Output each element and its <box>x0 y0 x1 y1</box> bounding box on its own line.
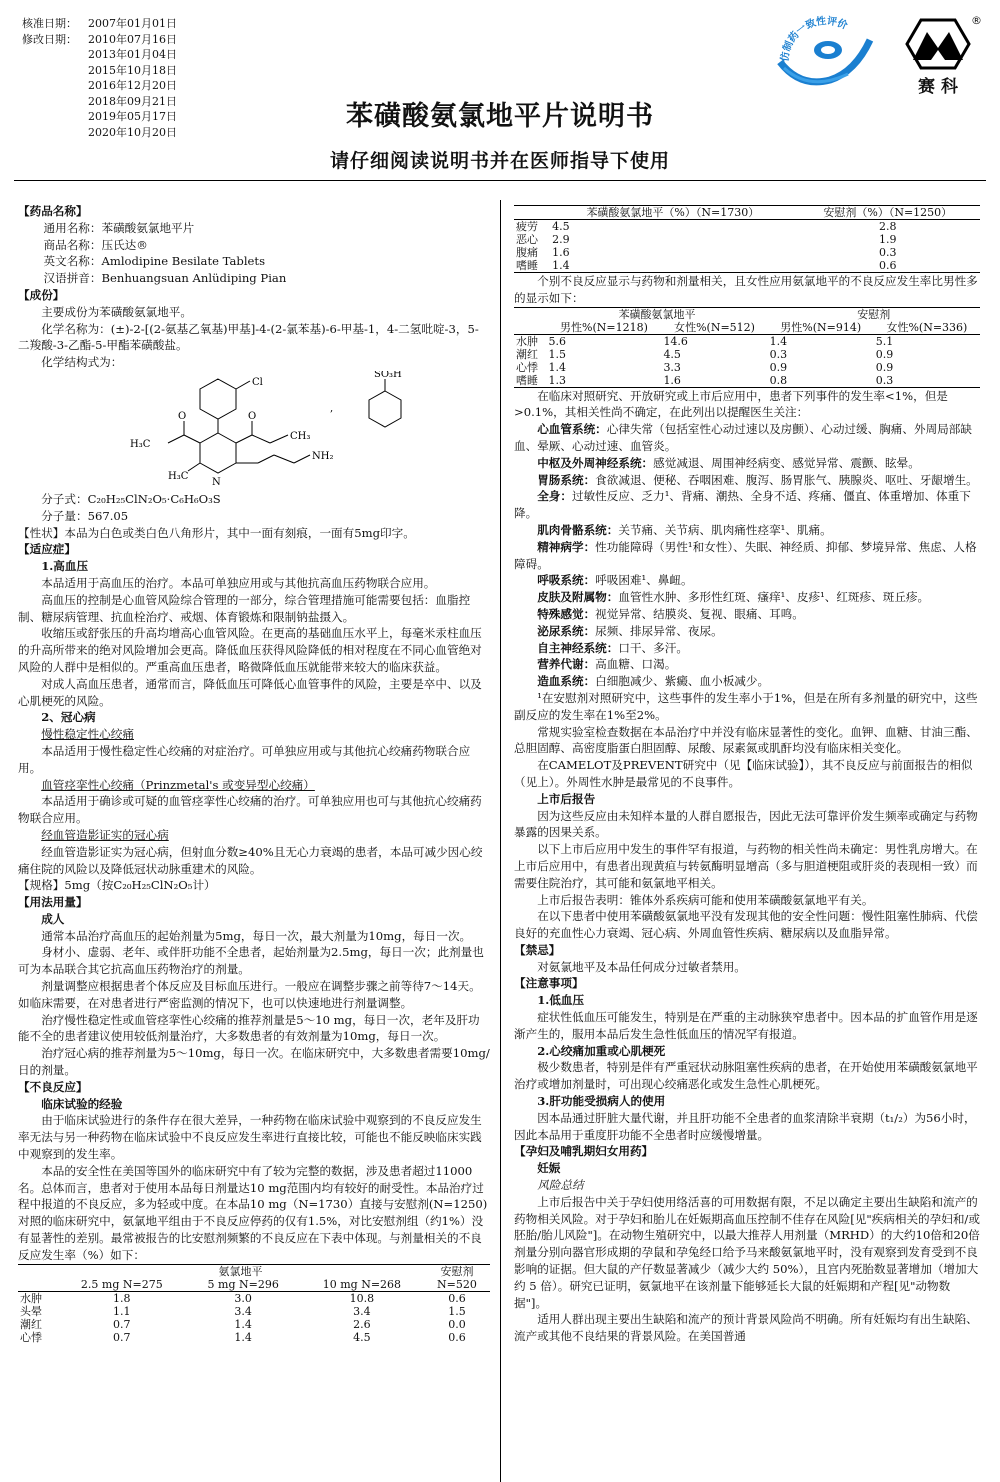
date-row: 核准日期： 2007年01月01日 <box>22 17 177 30</box>
table-header: 男性%(N=1218) <box>560 320 648 334</box>
paragraph: 上市后报告表明：锥体外系疾病可能和使用苯磺酸氨氯地平有关。 <box>537 892 874 907</box>
section-heading: 【孕妇及哺乳期妇女用药】 <box>514 1144 654 1159</box>
system-entry: 自主神经系统：口干、多汗。 <box>537 640 688 655</box>
section-heading: 【禁忌】 <box>514 942 561 957</box>
paragraph: 本品适用于确诊或可疑的血管痉挛性心绞痛的治疗。可单独应用也可与其他抗心绞痛药物联合应用。 <box>18 794 482 826</box>
page-title: 苯磺酸氨氯地平片说明书 <box>346 101 654 132</box>
section-heading: 【不良反应】 <box>18 1079 88 1094</box>
paragraph: 在CAMELOT及PREVENT研究中（见【临床试验】），其不良反应与前面报告的相似（见上）。外周性水肿是最常见的不良事件。 <box>514 758 973 789</box>
table-header: 2.5 mg N=275 <box>80 1277 163 1291</box>
paragraph: 剂量调整应根据患者个体反应及目标血压进行。一般应在调整步骤之前等待7～14天。如临床需要，在对患者进行严密监测的情况下，也可以快速地进行剂量调整。 <box>18 979 481 1010</box>
table-row: 心悸 0.7 1.4 4.5 0.6 <box>20 1330 466 1344</box>
paragraph: 适用人群出现主要出生缺陷和流产的预计背景风险尚不明确。所有妊娠均有出生缺陷、流产或其他不良结果的背景风险。在美国普通 <box>514 1312 978 1344</box>
table-header: N=520 <box>437 1277 477 1291</box>
table-header-row <box>514 206 980 220</box>
atom-cl: Cl <box>252 376 263 388</box>
section-heading: 【适应症】 <box>18 542 76 557</box>
subheading: 上市后报告 <box>537 791 596 806</box>
subheading: 临床试验的经验 <box>41 1096 123 1111</box>
table-header: 苯磺酸氨氯地平 <box>618 307 696 321</box>
table-header-row <box>514 307 980 321</box>
drug-name-line: 英文名称：Amlodipine Besilate Tablets <box>43 254 266 269</box>
system-entry: 全身：过敏性反应、乏力¹、背痛、潮热、全身不适、疼痛、僵直、体重增加、体重下降。 <box>514 489 971 521</box>
underlined-subheading: 慢性稳定性心绞痛 <box>41 727 134 742</box>
table-header: 女性%(N=336) <box>886 320 968 334</box>
page-subtitle: 请仔细阅读说明书并在医师指导下使用 <box>329 150 670 172</box>
generic-consistency-badge <box>770 10 880 90</box>
molecular-formula: 分子式：C₂₀H₂₅ClN₂O₅·C₆H₆O₃S <box>41 491 221 506</box>
paragraph: 在以下患者中使用苯磺酸氨氯地平没有发现其他的安全性问题：慢性阻塞性肺病、代偿良好的充血性心力衰竭、冠心病、外周血管性疾病、糖尿病以及血脂异常。 <box>514 909 978 941</box>
right-column <box>514 205 980 1345</box>
subheading: 2.心绞痛加重或心肌梗死 <box>537 1043 666 1058</box>
underlined-subheading: 经血管造影证实的冠心病 <box>41 827 169 842</box>
table-row: 恶心 2.9 1.9 <box>516 233 897 246</box>
paragraph: 本品适用于高血压的治疗。本品可单独应用或与其他抗高血压药物联合应用。 <box>41 575 436 590</box>
footnote: ¹在安慰剂对照研究中，这些事件的发生率小于1%，但是在所有多剂量的研究中，这些副反应的发生率在1%至2%。 <box>514 690 978 722</box>
table-header: 女性%(N=512) <box>674 320 755 334</box>
date-row: 2016年12月20日 <box>88 79 177 92</box>
paragraph: 经血管造影证实为冠心病，但射血分数≥40%且无心力衰竭的患者，本品可减少因心绞痛住院的风险以及降低冠状动脉重建术的风险。 <box>18 844 483 876</box>
registered-mark: ® <box>971 14 982 27</box>
column-divider <box>500 200 501 1482</box>
table-header: 男性%(N=914) <box>780 320 862 334</box>
subheading: 3.肝功能受损病人的使用 <box>537 1094 666 1109</box>
paragraph: 高血压的控制是心血管风险综合管理的一部分，综合管理措施可能需要包括：血脂控制、糖尿病管理、抗血栓治疗、戒烟、体育锻炼和限制钠盐摄入。 <box>18 592 471 624</box>
table-header: 安慰剂 <box>440 1264 474 1278</box>
section-heading: 【药品名称】 <box>18 204 88 218</box>
table-row: 潮红 1.5 4.5 0.3 0.9 <box>516 347 894 361</box>
structure-diagram <box>18 371 490 491</box>
system-entry: 肌肉骨骼系统：关节痛、关节病、肌肉痛性痉挛¹、肌痛。 <box>537 522 832 537</box>
paragraph: 个别不良反应显示与药物和剂量相关，且女性应用氨氯地平的不良反应发生率比男性多的显示如下： <box>514 274 978 305</box>
table-header: 氨氯地平 <box>218 1264 263 1278</box>
table-row: 水肿 1.8 3.0 10.8 0.6 <box>20 1291 466 1305</box>
spec-line: 【规格】5mg（按C₂₀H₂₅ClN₂O₅计） <box>18 878 216 893</box>
paragraph: 由于临床试验进行的条件存在很大差异，一种药物在临床试验中观察到的不良反应发生率无法与另一种药物在临床试验中不良反应发生率进行直接比较，可能也不能反映临床实践中观察到的发生率。 <box>18 1113 482 1162</box>
underlined-subheading: 血管痉挛性心绞痛（Prinzmetal's 或变异型心绞痛） <box>41 777 315 792</box>
subheading: 1.高血压 <box>41 559 89 574</box>
group-ch3o: H₃C <box>130 438 151 450</box>
table-header: 10 mg N=268 <box>322 1277 402 1291</box>
atom-o: O <box>178 410 187 422</box>
paragraph: 对成人高血压患者，通常而言，降低血压可降低心血管事件的风险，主要是卒中、以及心肌梗死的风险。 <box>18 676 482 708</box>
system-entry: 呼吸系统：呼吸困难¹、鼻衄。 <box>537 573 693 588</box>
system-entry: 造血系统：白细胞减少、紫癜、血小板减少。 <box>537 674 770 689</box>
group-so3h: SO₃H <box>374 370 402 380</box>
system-entry: 精神病学：性功能障碍（男性¹和女性）、失眠、神经质、抑郁、梦境异常、焦虑、人格障碍。 <box>514 539 977 571</box>
drug-name-line: 商品名称：压氏达® <box>43 237 148 252</box>
subheading: 2、冠心病 <box>41 710 96 725</box>
system-entry: 特殊感觉：视觉异常、结膜炎、复视、眼痛、耳鸣。 <box>537 606 804 621</box>
paragraph: 常规实验室检查数据在本品治疗中并没有临床显著性的变化。血钾、血糖、甘油三酯、总胆固醇、高密度脂蛋白胆固醇、尿酸、尿素氮或肌酐均没有临床相关变化。 <box>514 724 978 756</box>
badge-text: 仿制药一致性评价 <box>779 15 849 63</box>
system-entry: 胃肠系统：食欲减退、便秘、吞咽困难、腹泻、肠胃胀气、胰腺炎、呕吐、牙龈增生。 <box>537 472 978 487</box>
paragraph: 在临床对照研究、开放研究或上市后应用中，患者下列事件的发生率<1%，但是>0.1%，其相关性尚不确定，在此列出以提醒医生关注： <box>514 388 948 420</box>
system-entry: 泌尿系统：尿频、排尿异常、夜尿。 <box>537 623 723 638</box>
dose-adverse-table <box>18 1264 490 1344</box>
paragraph: 上市后报告中关于孕妇使用络活喜的可用数据有限，不足以确定主要出生缺陷和流产的药物相关风险。对于孕妇和胎儿在妊娠期高血压控制不佳存在风险[见"疾病相关的孕妇和/或胚胎/胎儿风险"]。在动物生殖研究中，以最大推荐人用剂量（MRHD）的大约10倍和20倍剂量分别向器官形成期的孕鼠和孕兔经口给予马来酸氨氯地平时，没有观察到发育受到不良影响的证据。但大鼠的产仔数显著减少（减少大约 50%），且宫内死胎数显著增加（增加大约 5 倍）。研究已证明，氨氯地平在该剂量下能够延长大鼠的妊娠期和产程[见"动物数据"]。 <box>514 1194 980 1310</box>
paragraph: 化学结构式为： <box>41 355 123 370</box>
italic-subheading: 风险总结 <box>537 1178 584 1193</box>
table-row: 疲劳 4.5 2.8 <box>516 220 897 233</box>
table-header: 安慰剂 <box>857 307 891 321</box>
atom-n: N <box>212 476 221 488</box>
table-header: 安慰剂（%）（N=1250） <box>823 206 953 219</box>
table-row: 头晕 1.1 3.4 3.4 1.5 <box>20 1304 466 1318</box>
paragraph: 因为这些反应由未知样本量的人群自愿报告，因此无法可靠评价发生频率或确定与药物暴露的因果关系。 <box>514 808 978 840</box>
paragraph: 本品适用于慢性稳定性心绞痛的对症治疗。可单独应用或与其他抗心绞痛药物联合应用。 <box>18 743 471 775</box>
table-row: 心悸 1.4 3.3 0.9 0.9 <box>516 360 894 374</box>
paragraph: 本品的安全性在美国等国外的临床研究中有了较为完整的数据，涉及患者超过11000名。总体而言，患者对于使用本品每日剂量达10 mg范围内均有较好的耐受性。本品治疗过程中报道的不良反应，多为轻或中度。在本品10 mg（N=1730）直接与安慰剂(N=1250)对照的临床研究中，氨氯地平组由于不良反应停药的仅有1.5%，对比安慰剂组（约1%）没有显著性的差别。最常被报告的比安慰剂频繁的不良反应在下表中体现。与剂量相关的不良反应发生率（%）如下： <box>18 1163 488 1262</box>
group-ch3: CH₃ <box>290 430 311 442</box>
brand-name: 赛 科 <box>918 77 958 97</box>
date-row: 2020年10月20日 <box>88 125 177 139</box>
table-row: 嗜睡 1.3 1.6 0.8 0.3 <box>514 374 980 388</box>
table-header: 5 mg N=296 <box>207 1277 279 1291</box>
subheading: 1.低血压 <box>537 993 585 1008</box>
paragraph: 以下上市后应用中发生的事件罕有报道，与药物的相关性尚未确定：男性乳房增大。在上市后应用中，有患者出现黄疸与转氨酶明显增高（多与胆道梗阻或肝炎的表现相一致）而需要住院治疗，其可能和氨氯地平相关。 <box>514 842 978 890</box>
molecular-weight: 分子量：567.05 <box>41 508 129 523</box>
paragraph: 治疗冠心病的推荐剂量为5～10mg，每日一次。在临床研究中，大多数患者需要10mg/日的剂量。 <box>18 1046 490 1078</box>
date-row: 修改日期： 2010年07月16日 <box>22 32 177 46</box>
table-row: 潮红 0.7 1.4 2.6 0.0 <box>20 1317 466 1331</box>
table-row: 水肿 5.6 14.6 1.4 5.1 <box>516 334 894 348</box>
system-entry: 皮肤及附属物：血管性水肿、多形性红斑、瘙痒¹、皮疹¹、红斑疹、斑丘疹。 <box>537 590 930 605</box>
properties-line: 【性状】本品为白色或类白色八角形片，其中一面有刻痕，一面有5mg印字。 <box>18 525 415 540</box>
section-heading: 【注意事项】 <box>514 976 584 991</box>
paragraph: 化学名称为：(±)-2-[(2-氨基乙氧基)甲基]-4-(2-氯苯基)-6-甲基-1，4-二氢吡啶-3，5-二羧酸-3-乙酯-5-甲酯苯磺酸盐。 <box>18 321 479 353</box>
table-header-row <box>18 1278 490 1292</box>
gender-adverse-table <box>514 307 980 388</box>
paragraph: 症状性低血压可能发生，特别是在严重的主动脉狭窄患者中。因本品的扩血管作用是逐渐产生的，服用本品后发生急性低血压的情况罕有报道。 <box>514 1010 978 1041</box>
paragraph: 极少数患者，特别是伴有严重冠状动脉阻塞性疾病的患者，在开始使用苯磺酸氨氯地平治疗或增加剂量时，可出现心绞痛恶化或发生急性心肌梗死。 <box>514 1060 978 1092</box>
subheading: 成人 <box>41 911 65 926</box>
date-row: 2015年10月18日 <box>88 63 177 77</box>
section-heading: 【成份】 <box>18 287 65 302</box>
paragraph: 对氨氯地平及本品任何成分过敏者禁用。 <box>537 959 746 974</box>
chemical-structure <box>18 371 490 491</box>
system-entry: 中枢及外周神经系统：感觉减退、周围神经病变、感觉异常、震颤、眩晕。 <box>537 455 920 470</box>
separator: , <box>330 402 334 414</box>
paragraph: 通常本品治疗高血压的起始剂量为5mg，每日一次，最大剂量为10mg，每日一次。 <box>41 928 472 943</box>
table-row: 嗜睡 1.4 0.6 <box>514 259 980 273</box>
paragraph: 主要成份为苯磺酸氨氯地平。 <box>41 304 192 319</box>
group-h3c: H₃C <box>168 470 189 482</box>
date-row: 2013年01月04日 <box>88 48 177 61</box>
section-heading: 【用法用量】 <box>18 895 88 910</box>
paragraph: 身材小、虚弱、老年、或伴肝功能不全患者，起始剂量为2.5mg，每日一次；此剂量也可为本品联合其它抗高血压药物治疗的剂量。 <box>18 945 484 977</box>
saike-logo <box>895 14 985 97</box>
atom-o: O <box>248 410 257 422</box>
paragraph: 因本品通过肝脏大量代谢，并且肝功能不全患者的血浆清除半衰期（t₁/₂）为56小时，因此本品用于重度肝功能不全患者时应缓慢增量。 <box>514 1110 976 1142</box>
subheading: 妊娠 <box>537 1161 561 1176</box>
group-nh2: NH₂ <box>312 450 334 462</box>
system-entry: 心血管系统：心律失常（包括室性心动过速以及房颤）、心动过缓、胸痛、外周局部缺血、晕厥、心动过速、血管炎。 <box>514 422 972 453</box>
table-header: 苯磺酸氨氯地平（%）（N=1730） <box>586 206 760 219</box>
table-header-row <box>514 321 980 335</box>
table-row: 腹痛 1.6 0.3 <box>516 246 897 259</box>
drug-name-line: 通用名称：苯磺酸氨氯地平片 <box>43 220 195 235</box>
system-entry: 营养代谢：高血糖、口渴。 <box>537 657 677 672</box>
placebo-adverse-table <box>514 205 980 273</box>
drug-name-line: 汉语拼音：Benhuangsuan Anlüdiping Pian <box>43 271 287 286</box>
paragraph: 收缩压或舒张压的升高均增高心血管风险。在更高的基础血压水平上，每毫米汞柱血压的升高所带来的绝对风险增加会更高。降低血压获得风险降低的相对程度在不同心血管绝对风险的人群中是相似的。严重高血压患者，略微降低血压就能带来较大的临床获益。 <box>18 626 482 674</box>
date-row: 2019年05月17日 <box>88 110 177 123</box>
table-header-row <box>18 1264 490 1278</box>
header-rule <box>14 180 986 181</box>
left-column <box>18 203 490 1344</box>
paragraph: 治疗慢性稳定性或血管痉挛性心绞痛的推荐剂量是5～10 mg，每日一次，老年及肝功能不全的患者建议使用较低剂量治疗，大多数患者的有效剂量为10mg，每日一次。 <box>18 1012 480 1044</box>
date-row: 2018年09月21日 <box>88 94 177 108</box>
